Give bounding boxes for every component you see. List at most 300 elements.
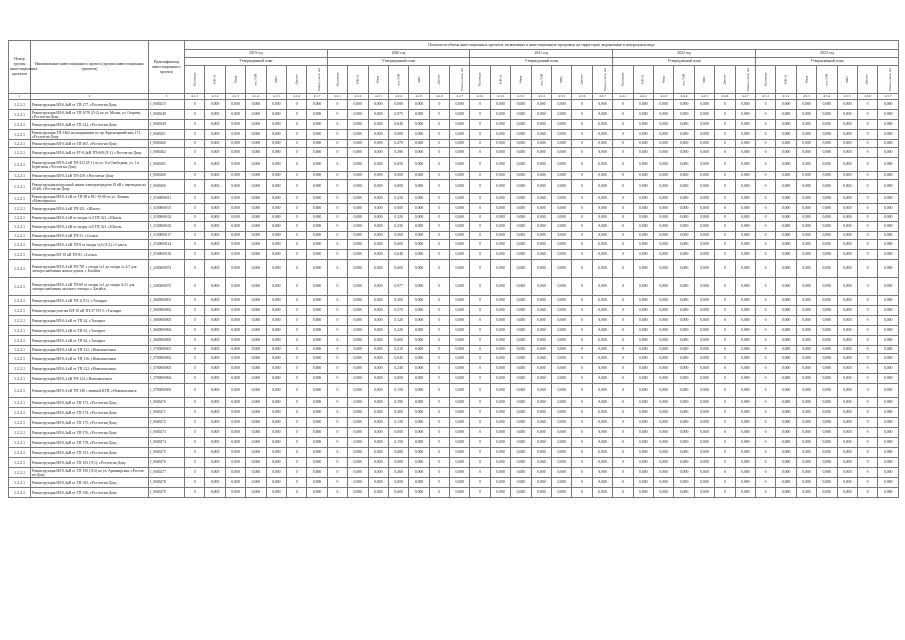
value-cell: 0,000 (450, 458, 470, 468)
value-cell: 0,000 (878, 100, 899, 110)
value-cell: 0,000 (307, 120, 327, 130)
header-unit-label: Другое (436, 74, 441, 85)
value-cell: 0,000 (735, 214, 755, 222)
value-cell: 0,000 (552, 306, 572, 316)
value-cell: 0,000 (266, 140, 286, 148)
project-name-cell: Реконструкция ВЛ-0,4 кВ от ТП-122, г.Новошахтинск (31, 364, 149, 374)
column-number: 4.2.2 (348, 94, 368, 100)
value-cell: 0,000 (246, 354, 266, 364)
value-cell: 0,000 (776, 428, 796, 438)
value-cell: 0 (429, 148, 449, 158)
value-cell: 0,000 (796, 240, 816, 250)
value-cell: 0 (715, 458, 735, 468)
project-id-cell: J_0000274 (149, 438, 185, 448)
value-cell: 0,000 (307, 250, 327, 260)
value-cell: 0 (185, 306, 205, 316)
value-cell: 0,000 (266, 418, 286, 428)
value-cell: 0,000 (694, 278, 714, 296)
value-cell: 0,000 (450, 278, 470, 296)
table-row (9, 214, 899, 222)
project-id-cell: J_0000271 (149, 408, 185, 418)
value-cell: 0,000 (694, 468, 714, 478)
value-cell: 0,000 (225, 260, 245, 278)
value-cell: 0 (286, 180, 306, 194)
value-cell: 0,000 (837, 120, 857, 130)
value-cell: 0,000 (817, 326, 837, 336)
value-cell: 0 (613, 458, 633, 468)
value-cell: 0 (613, 148, 633, 158)
value-cell: 0,000 (348, 364, 368, 374)
value-cell: 0,000 (409, 438, 429, 448)
value-cell: 0,000 (674, 140, 694, 148)
value-cell: 0 (185, 364, 205, 374)
value-cell: 0,000 (450, 478, 470, 488)
value-cell: 0,000 (307, 296, 327, 306)
value-cell: 0,000 (531, 326, 551, 336)
value-cell: 0,000 (307, 374, 327, 384)
value-cell: 0 (857, 222, 877, 232)
value-cell: 0,000 (511, 458, 531, 468)
value-cell: 0 (715, 478, 735, 488)
column-number: 4.4.3 (653, 94, 673, 100)
value-cell: 0 (286, 148, 306, 158)
project-id-cell: J_0000215 (149, 100, 185, 110)
project-name-cell: Реконструкция ВЛ-0,4кВ от ТП-183 (Л-1), г.Ростов-на-Дону (31, 458, 149, 468)
value-cell: 0,000 (552, 204, 572, 214)
value-cell: 0,000 (796, 250, 816, 260)
value-cell: 0,000 (796, 120, 816, 130)
value-cell: 0,000 (735, 180, 755, 194)
value-cell: 0 (185, 354, 205, 364)
value-cell: 0,000 (225, 232, 245, 240)
value-cell: 0,000 (368, 204, 388, 214)
table-row (9, 260, 899, 278)
value-cell: 0 (327, 398, 347, 408)
value-cell: 0,390 (388, 398, 408, 408)
value-cell: 0 (572, 306, 592, 316)
value-cell: 0,000 (266, 408, 286, 418)
header-unit (592, 66, 612, 94)
value-cell: 0,000 (592, 140, 612, 148)
value-cell: 0 (715, 398, 735, 408)
project-id-cell: J_0000249 (149, 120, 185, 130)
group-number-cell: 1.2.2.1 (9, 278, 31, 296)
value-cell: 0,000 (796, 110, 816, 120)
value-cell: 0,000 (531, 130, 551, 140)
value-cell: 0,000 (796, 260, 816, 278)
header-unit (368, 66, 388, 94)
value-cell: 0,000 (796, 418, 816, 428)
value-cell: 0 (470, 110, 490, 120)
value-cell: 0,000 (266, 158, 286, 172)
value-cell: 0,000 (409, 478, 429, 488)
value-cell: 0,000 (776, 250, 796, 260)
value-cell: 0 (857, 204, 877, 214)
value-cell: 0 (470, 130, 490, 140)
value-cell: 0,000 (552, 374, 572, 384)
value-cell: 0,000 (552, 354, 572, 364)
value-cell: 0 (572, 250, 592, 260)
header-unit-label: Точки учета, шт (888, 67, 893, 92)
value-cell: 0,000 (552, 316, 572, 326)
project-id-cell: J_3200000075 (149, 278, 185, 296)
value-cell: 0,000 (817, 260, 837, 278)
group-number-cell: 1.2.2.1 (9, 458, 31, 468)
value-cell: 0,000 (511, 326, 531, 336)
value-cell: 0,000 (490, 100, 510, 110)
value-cell: 0,000 (837, 438, 857, 448)
value-cell: 0,000 (450, 316, 470, 326)
header-unit (735, 66, 755, 94)
value-cell: 0,000 (368, 222, 388, 232)
value-cell: 0,000 (817, 408, 837, 418)
value-cell: 0,000 (776, 130, 796, 140)
column-number: 4.4.4 (674, 94, 694, 100)
value-cell: 0 (857, 180, 877, 194)
value-cell: 0,000 (878, 468, 899, 478)
value-cell: 0,000 (205, 194, 225, 204)
value-cell: 0 (327, 306, 347, 316)
project-id-cell: J_0000275 (149, 448, 185, 458)
value-cell: 0,000 (348, 222, 368, 232)
value-cell: 0,000 (307, 222, 327, 232)
value-cell: 0,000 (450, 488, 470, 498)
value-cell: 0,000 (205, 478, 225, 488)
value-cell: 0,000 (694, 346, 714, 354)
value-cell: 0 (572, 438, 592, 448)
value-cell: 0,000 (266, 222, 286, 232)
value-cell: 0,000 (531, 364, 551, 374)
value-cell: 0,000 (531, 428, 551, 438)
value-cell: 0,000 (776, 110, 796, 120)
value-cell: 0 (572, 158, 592, 172)
value-cell: 0,000 (653, 240, 673, 250)
value-cell: 0,000 (368, 232, 388, 240)
value-cell: 0,000 (694, 384, 714, 398)
value-cell: 0,000 (531, 214, 551, 222)
header-unit (307, 66, 327, 94)
value-cell: 0,000 (837, 172, 857, 180)
value-cell: 0,000 (796, 232, 816, 240)
value-cell: 0,000 (674, 278, 694, 296)
value-cell: 0,000 (552, 260, 572, 278)
value-cell: 0,000 (531, 408, 551, 418)
value-cell: 0,000 (368, 110, 388, 120)
value-cell: 0 (327, 468, 347, 478)
value-cell: 0,000 (490, 130, 510, 140)
value-cell: 0,000 (266, 448, 286, 458)
value-cell: 0 (755, 278, 775, 296)
value-cell: 0,000 (694, 148, 714, 158)
value-cell: 0,000 (225, 120, 245, 130)
value-cell: 0 (327, 100, 347, 110)
value-cell: 0 (755, 408, 775, 418)
value-cell: 0,000 (592, 306, 612, 316)
value-cell: 0,000 (246, 180, 266, 194)
value-cell: 0 (755, 488, 775, 498)
value-cell: 0,000 (837, 398, 857, 408)
table-row (9, 326, 899, 336)
value-cell: 0,000 (409, 158, 429, 172)
value-cell: 0,000 (552, 180, 572, 194)
value-cell: 0,000 (796, 222, 816, 232)
value-cell: 0 (755, 316, 775, 326)
value-cell: 0,000 (796, 100, 816, 110)
value-cell: 0 (429, 180, 449, 194)
value-cell: 0 (327, 204, 347, 214)
value-cell: 0,000 (348, 408, 368, 418)
value-cell: 0,000 (878, 408, 899, 418)
project-name-cell: Реконструкция ВЛ-0,4кВ от ТП-174, г.Ростов-на-Дону (31, 408, 149, 418)
value-cell: 0,000 (450, 232, 470, 240)
value-cell: 0,000 (878, 458, 899, 468)
table-row (9, 488, 899, 498)
value-cell: 0 (755, 384, 775, 398)
value-cell: 0 (572, 458, 592, 468)
value-cell: 0 (429, 336, 449, 346)
value-cell: 0 (613, 428, 633, 438)
value-cell: 0 (327, 260, 347, 278)
header-unit-label: Другое (579, 74, 584, 85)
value-cell: 0,000 (348, 130, 368, 140)
value-cell: 0,000 (796, 278, 816, 296)
value-cell: 0 (572, 194, 592, 204)
value-cell: 0,000 (348, 172, 368, 180)
project-name-cell: Реконструкция ВЛ-0,4 кВ ТП-31, г.Сальск (31, 232, 149, 240)
value-cell: 0,000 (205, 384, 225, 398)
value-cell: 0,000 (246, 214, 266, 222)
table-row (9, 148, 899, 158)
value-cell: 0,000 (878, 354, 899, 364)
value-cell: 0,977 (388, 278, 408, 296)
value-cell: 0,000 (409, 408, 429, 418)
value-cell: 0 (572, 488, 592, 498)
column-number: 4.3.5 (552, 94, 572, 100)
value-cell: 0 (286, 110, 306, 120)
value-cell: 0 (857, 232, 877, 240)
value-cell: 0,000 (490, 120, 510, 130)
value-cell: 0,000 (592, 448, 612, 458)
value-cell: 0,000 (633, 194, 653, 204)
value-cell: 0,000 (205, 458, 225, 468)
value-cell: 0,000 (368, 250, 388, 260)
value-cell: 0,000 (817, 468, 837, 478)
column-number: 2 (31, 94, 149, 100)
table-row (9, 374, 899, 384)
value-cell: 0,000 (796, 468, 816, 478)
value-cell: 0 (715, 250, 735, 260)
value-cell: 0,000 (552, 384, 572, 398)
value-cell: 0 (286, 374, 306, 384)
value-cell: 0 (613, 250, 633, 260)
value-cell: 0 (429, 130, 449, 140)
value-cell: 0,000 (552, 488, 572, 498)
column-number: 4.4.1 (613, 94, 633, 100)
value-cell: 0,000 (796, 194, 816, 204)
header-unit (796, 66, 816, 94)
value-cell: 0,000 (552, 438, 572, 448)
value-cell: 0 (286, 306, 306, 316)
value-cell: 0,000 (735, 438, 755, 448)
value-cell: 0 (429, 250, 449, 260)
value-cell: 0 (470, 468, 490, 478)
value-cell: 0,000 (307, 278, 327, 296)
value-cell: 0 (327, 428, 347, 438)
header-unit (572, 66, 592, 94)
value-cell: 0,640 (388, 250, 408, 260)
value-cell: 0,000 (878, 438, 899, 448)
value-cell: 0,000 (490, 214, 510, 222)
value-cell: 0,000 (776, 478, 796, 488)
value-cell: 0,000 (205, 448, 225, 458)
value-cell: 0 (429, 468, 449, 478)
value-cell: 0,000 (674, 346, 694, 354)
value-cell: 0,000 (776, 260, 796, 278)
column-number: 4.5.4 (817, 94, 837, 100)
value-cell: 0,000 (837, 180, 857, 194)
value-cell: 0,000 (307, 194, 327, 204)
value-cell: 0,000 (776, 374, 796, 384)
table-row (9, 438, 899, 448)
value-cell: 0,000 (837, 306, 857, 316)
value-cell: 0,000 (348, 468, 368, 478)
header-unit (857, 66, 877, 94)
value-cell: 0,000 (552, 278, 572, 296)
value-cell: 0,000 (409, 336, 429, 346)
value-cell: 0,000 (225, 250, 245, 260)
table-row (9, 354, 899, 364)
header-unit-label: Точки учета, шт (745, 67, 750, 92)
table-row (9, 478, 899, 488)
value-cell: 0,000 (205, 374, 225, 384)
value-cell: 0,000 (776, 354, 796, 364)
value-cell: 0,000 (817, 214, 837, 222)
value-cell: 0,000 (592, 346, 612, 354)
value-cell: 0,000 (450, 418, 470, 428)
column-number: 4.5.3 (796, 94, 816, 100)
value-cell: 0,000 (531, 120, 551, 130)
value-cell: 0,000 (246, 278, 266, 296)
table-row (9, 408, 899, 418)
value-cell: 0,000 (450, 120, 470, 130)
value-cell: 0,000 (246, 346, 266, 354)
table-row (9, 240, 899, 250)
value-cell: 0,000 (450, 468, 470, 478)
value-cell: 0 (572, 110, 592, 120)
value-cell: 0,000 (409, 222, 429, 232)
value-cell: 0,000 (490, 148, 510, 158)
value-cell: 0,000 (368, 194, 388, 204)
value-cell: 0,000 (776, 346, 796, 354)
value-cell: 0,000 (653, 250, 673, 260)
value-cell: 0,000 (246, 250, 266, 260)
value-cell: 0 (857, 384, 877, 398)
value-cell: 0,000 (348, 250, 368, 260)
value-cell: 0 (327, 240, 347, 250)
value-cell: 0,000 (531, 468, 551, 478)
value-cell: 0,000 (592, 232, 612, 240)
value-cell: 0,000 (592, 250, 612, 260)
group-number-cell: 1.2.2.1 (9, 306, 31, 316)
value-cell: 0,000 (592, 172, 612, 180)
value-cell: 0,000 (409, 260, 429, 278)
value-cell: 0,000 (348, 346, 368, 354)
value-cell: 0 (470, 278, 490, 296)
value-cell: 0,000 (633, 488, 653, 498)
value-cell: 0,000 (246, 100, 266, 110)
value-cell: 0 (755, 468, 775, 478)
value-cell: 0 (715, 204, 735, 214)
value-cell: 0,000 (653, 374, 673, 384)
value-cell: 0,000 (796, 346, 816, 354)
value-cell: 0,000 (450, 172, 470, 180)
value-cell: 0,000 (633, 438, 653, 448)
value-cell: 0 (327, 180, 347, 194)
value-cell: 0,000 (817, 336, 837, 346)
value-cell: 0,000 (531, 316, 551, 326)
value-cell: 0,000 (878, 316, 899, 326)
header-unit-label: МВ×А (498, 74, 503, 85)
group-number-cell: 1.2.2.1 (9, 428, 31, 438)
value-cell: 0 (755, 148, 775, 158)
table-row (9, 204, 899, 214)
header-unit (755, 66, 775, 94)
value-cell: 0,000 (552, 214, 572, 222)
value-cell: 0 (286, 458, 306, 468)
value-cell: 0,000 (409, 250, 429, 260)
value-cell: 0 (286, 468, 306, 478)
value-cell: 0,000 (592, 384, 612, 398)
value-cell: 0,000 (653, 364, 673, 374)
value-cell: 0,000 (490, 428, 510, 438)
value-cell: 0,000 (511, 408, 531, 418)
value-cell: 0,000 (266, 438, 286, 448)
value-cell: 0,000 (450, 180, 470, 194)
value-cell: 0,000 (633, 448, 653, 458)
value-cell: 0,000 (531, 278, 551, 296)
value-cell: 0,000 (409, 110, 429, 120)
value-cell: 0 (572, 120, 592, 130)
value-cell: 0,000 (348, 384, 368, 398)
project-id-cell: J_3700000005 (149, 384, 185, 398)
group-number-cell: 1.2.2.1 (9, 346, 31, 354)
value-cell: 0,000 (776, 194, 796, 204)
value-cell: 0 (470, 260, 490, 278)
value-cell: 0,000 (674, 232, 694, 240)
value-cell: 0,000 (307, 398, 327, 408)
value-cell: 0 (185, 336, 205, 346)
value-cell: 0 (327, 148, 347, 158)
value-cell: 0 (755, 120, 775, 130)
value-cell: 0 (185, 458, 205, 468)
value-cell: 0,000 (409, 418, 429, 428)
value-cell: 0,000 (653, 306, 673, 316)
header-unit (286, 66, 306, 94)
value-cell: 0,000 (409, 448, 429, 458)
header-unit (653, 66, 673, 94)
value-cell: 0 (755, 172, 775, 180)
project-id-cell: J_0000262 (149, 148, 185, 158)
value-cell: 0,000 (694, 100, 714, 110)
value-cell: 0,000 (246, 384, 266, 398)
value-cell: 0 (327, 384, 347, 398)
group-number-cell: 1.2.2.1 (9, 148, 31, 158)
header-unit (511, 66, 531, 94)
value-cell: 0,000 (307, 448, 327, 458)
table-row (9, 130, 899, 140)
value-cell: 0,000 (490, 346, 510, 354)
header-unit (185, 66, 205, 94)
